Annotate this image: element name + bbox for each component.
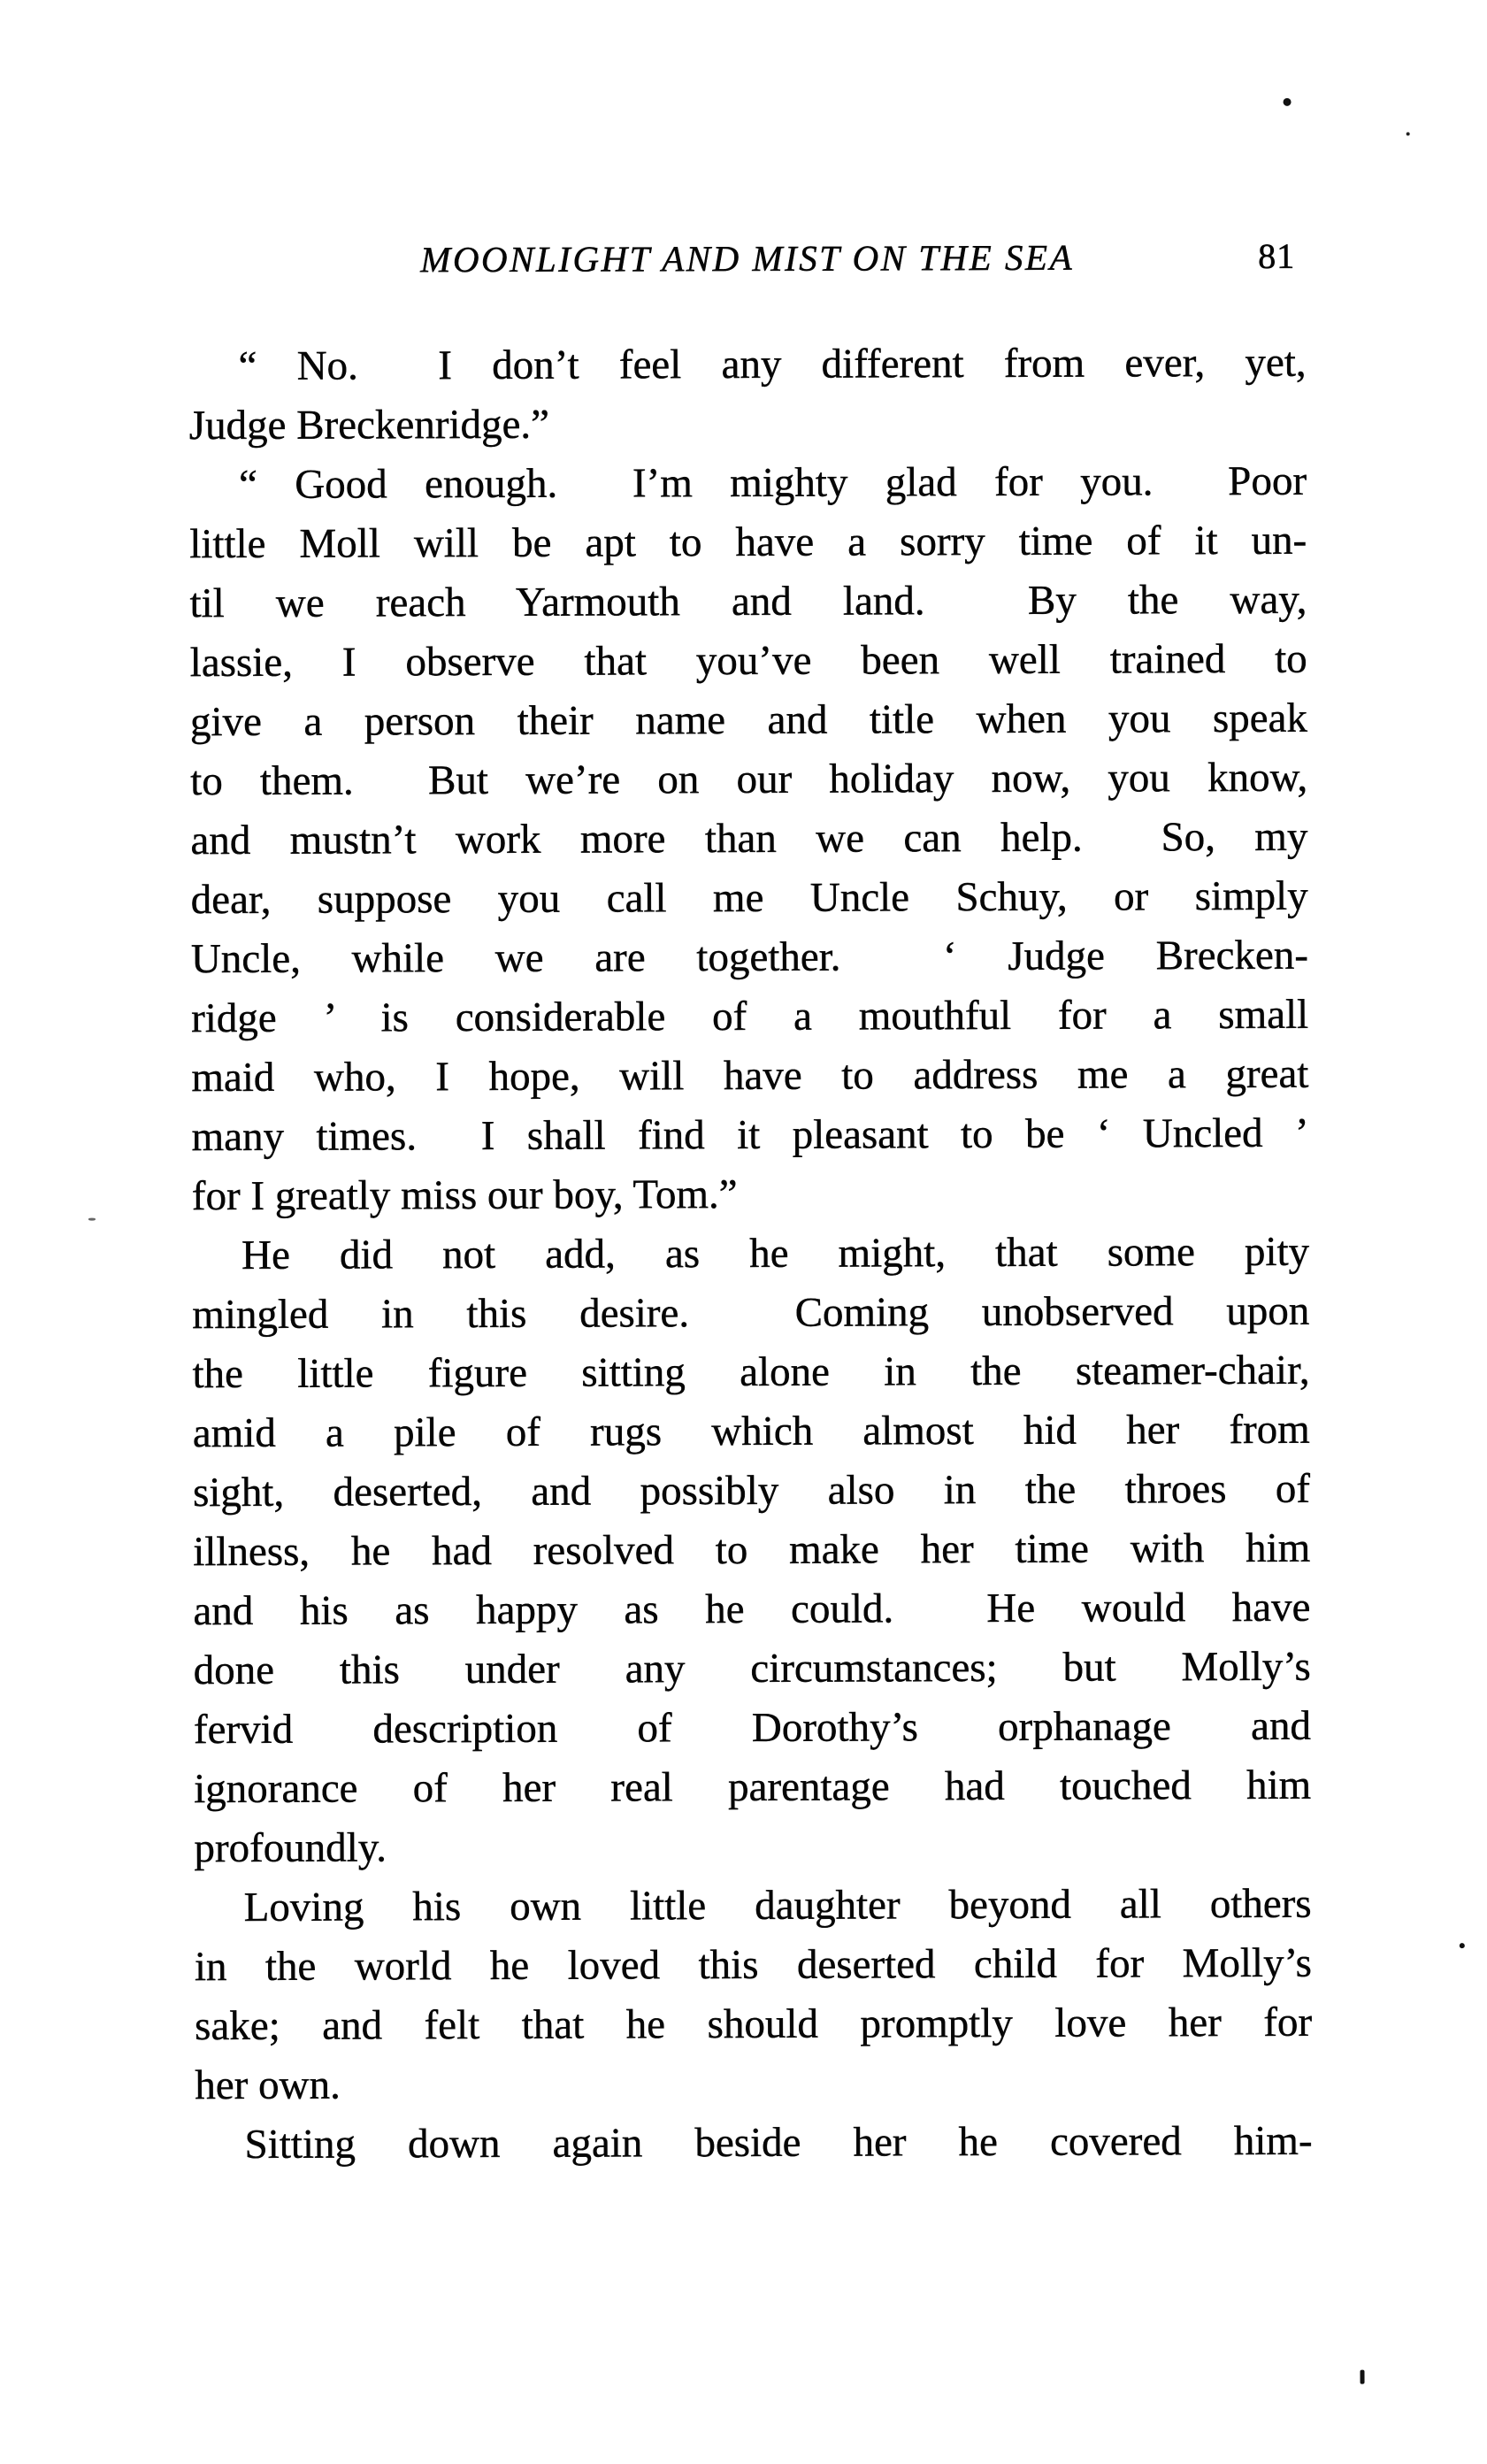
text-line: profoundly.	[194, 1824, 387, 1872]
text-line: til we reach Yarmouth and land. By the way,	[189, 576, 1307, 627]
text-line: and his as happy as he could. He would have	[193, 1584, 1311, 1635]
text-line: Uncle, while we are together. ‘ Judge Brecken-	[190, 932, 1309, 983]
scan-artifacts	[0, 0, 1483, 3]
text-line: dear, suppose you call me Uncle Schuy, or simply	[190, 872, 1308, 924]
text-line: ridge ’ is considerable of a mouthful for a small	[191, 991, 1309, 1042]
body-text	[188, 334, 1312, 2175]
page-number: 81	[1258, 235, 1296, 276]
text-line: to them. But we’re on our holiday now, you know,	[190, 754, 1308, 805]
text-line: sake; and felt that he should promptly love her for	[195, 1999, 1313, 2050]
text-line: “ No. I don’t feel any different from ever, yet,	[238, 339, 1307, 389]
text-line: Loving his own little daughter beyond all others	[243, 1880, 1312, 1931]
ink-speck	[1284, 98, 1292, 106]
ink-speck	[1460, 1943, 1465, 1948]
text-line: done this under any circumstances; but Molly’s	[193, 1643, 1311, 1694]
text-line: her own.	[195, 2061, 341, 2109]
text-line: for I greatly miss our boy, Tom.”	[191, 1171, 738, 1220]
ink-speck	[88, 1218, 96, 1221]
text-line: the little figure sitting alone in the steamer-chair,	[192, 1347, 1310, 1398]
text-line: maid who, I hope, will have to address me a great	[191, 1050, 1309, 1102]
text-line: mingled in this desire. Coming unobserved upon	[192, 1287, 1310, 1339]
text-line: lassie, I observe that you’ve been well trained to	[189, 635, 1307, 687]
chapter-title: MOONLIGHT AND MIST ON THE SEA	[420, 236, 1075, 280]
text-line: in the world he loved this deserted child for Molly’s	[194, 1939, 1312, 1991]
text-line: amid a pile of rugs which almost hid her from	[192, 1406, 1310, 1457]
text-line: ignorance of her real parentage had touched him	[194, 1762, 1312, 1813]
text-line: illness, he had resolved to make her time with him	[193, 1524, 1311, 1576]
text-line: many times. I shall find it pleasant to be ‘ Uncled ’	[191, 1109, 1309, 1161]
text-line: and mustn’t work more than we can help. So, my	[190, 813, 1308, 864]
text-line: “ Good enough. I’m mighty glad for you. Poor	[238, 457, 1307, 508]
text-line: give a person their name and title when you speak	[189, 695, 1308, 746]
ink-speck	[1360, 2370, 1364, 2384]
text-line: sight, deserted, and possibly also in the throes of	[192, 1465, 1311, 1516]
text-line: Judge Breckenridge.”	[188, 401, 550, 449]
text-line: He did not add, as he might, that some pity	[241, 1228, 1310, 1278]
running-header	[188, 235, 1306, 285]
text-line: little Moll will be apt to have a sorry time of it un-	[189, 517, 1307, 568]
text-line: fervid description of Dorothy’s orphanage and	[193, 1702, 1312, 1754]
text-line: Sitting down again beside her he covered him-	[244, 2117, 1313, 2168]
ink-speck	[1407, 132, 1410, 135]
